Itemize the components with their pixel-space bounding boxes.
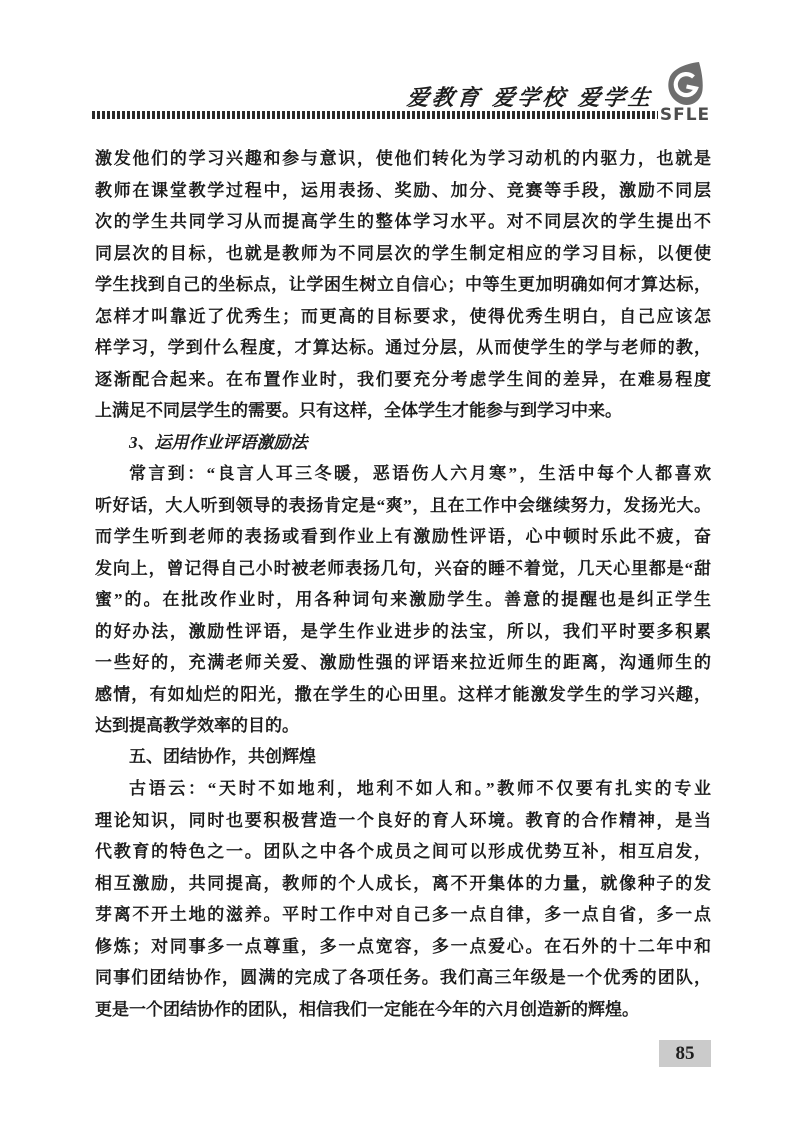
g-droplet-icon (656, 60, 714, 106)
text-line: 更是一个团结协作的团队，相信我们一定能在今年的六月创造新的辉煌。 (95, 999, 639, 1019)
text-line: 一些好的，充满老师关爱、激励性强的评语来拉近师生的距离，沟通师生的 (95, 653, 711, 672)
paragraph (95, 143, 711, 427)
text-line: 代教育的特色之一。团队之中各个成员之间可以形成优势互补，相互启发， (95, 842, 711, 861)
text-line: 的好办法，激励性评语，是学生作业进步的法宝，所以，我们平时要多积累 (95, 621, 711, 641)
text-line: 听好话，大人听到领导的表扬肯定是“爽”，且在工作中会继续努力，发扬光大。 (95, 495, 711, 515)
text-line: 3、运用作业评语激励法 (129, 432, 308, 452)
text-line: 怎样才叫靠近了优秀生；而更高的目标要求，使得优秀生明白，自己应该怎 (95, 306, 711, 326)
text-line: 样学习，学到什么程度，才算达标。通过分层，从而使学生的学与老师的教， (95, 338, 711, 357)
text-line: 学生找到自己的坐标点，让学困生树立自信心；中等生更加明确如何才算达标， (95, 275, 711, 294)
text-line: 达到提高教学效率的目的。 (95, 716, 299, 735)
text-line: 而学生听到老师的表扬或看到作业上有激励性评语，心中顿时乐此不疲，奋 (95, 527, 711, 546)
text-line: 同层次的目标，也就是教师为不同层次的学生制定相应的学习目标，以便使 (95, 243, 711, 263)
text-line: 感情，有如灿烂的阳光，撒在学生的心田里。这样才能激发学生的学习兴趣， (95, 684, 711, 704)
sfle-logo (656, 60, 714, 125)
page-number-badge (659, 1040, 711, 1067)
text-line: 次的学生共同学习从而提高学生的整体学习水平。对不同层次的学生提出不 (95, 212, 711, 231)
text-line: 激发他们的学习兴趣和参与意识，使他们转化为学习动机的内驱力，也就是 (95, 149, 711, 168)
text-line: 教师在课堂教学过程中，运用表扬、奖励、加分、竞赛等手段，激励不同层 (95, 180, 711, 200)
text-line: 上满足不同层学生的需要。只有这样，全体学生才能参与到学习中来。 (95, 401, 622, 420)
text-line: 常言到：“良言人耳三冬暖，恶语伤人六月寒”，生活中每个人都喜欢 (129, 464, 711, 483)
paragraph (95, 773, 711, 1025)
header-slogan: 爱教育 爱学校 爱学生 (405, 86, 655, 111)
text-line: 同事们团结协作，圆满的完成了各项任务。我们高三年级是一个优秀的团队， (95, 968, 711, 987)
text-line: 古语云：“天时不如地利，地利不如人和。”教师不仅要有扎实的专业 (129, 779, 711, 798)
page-number: 85 (675, 1042, 695, 1064)
heading (95, 742, 711, 774)
text-line: 修炼；对同事多一点尊重，多一点宽容，多一点爱心。在石外的十二年中和 (95, 936, 711, 956)
subheading (95, 427, 711, 459)
text-line: 发向上，曾记得自己小时被老师表扬几句，兴奋的睡不着觉，几天心里都是“甜 (95, 558, 711, 578)
text-line: 逐渐配合起来。在布置作业时，我们要充分考虑学生间的差异，在难易程度 (95, 369, 711, 389)
text-line: 理论知识，同时也要积极营造一个良好的育人环境。教育的合作精神，是当 (95, 810, 711, 830)
text-line: 相互激励，共同提高，教师的个人成长，离不开集体的力量，就像种子的发 (95, 873, 711, 893)
content (95, 143, 711, 1025)
header-divider (92, 111, 658, 119)
text-line: 五、团结协作，共创辉煌 (129, 746, 316, 767)
text-line: 蜜”的。在批改作业时，用各种词句来激励学生。善意的提醒也是纠正学生 (95, 590, 711, 609)
text-line: 芽离不开土地的滋养。平时工作中对自己多一点自律，多一点自省，多一点 (95, 905, 711, 924)
sfle-logo-text: SFLE (659, 105, 711, 125)
paragraph (95, 458, 711, 742)
